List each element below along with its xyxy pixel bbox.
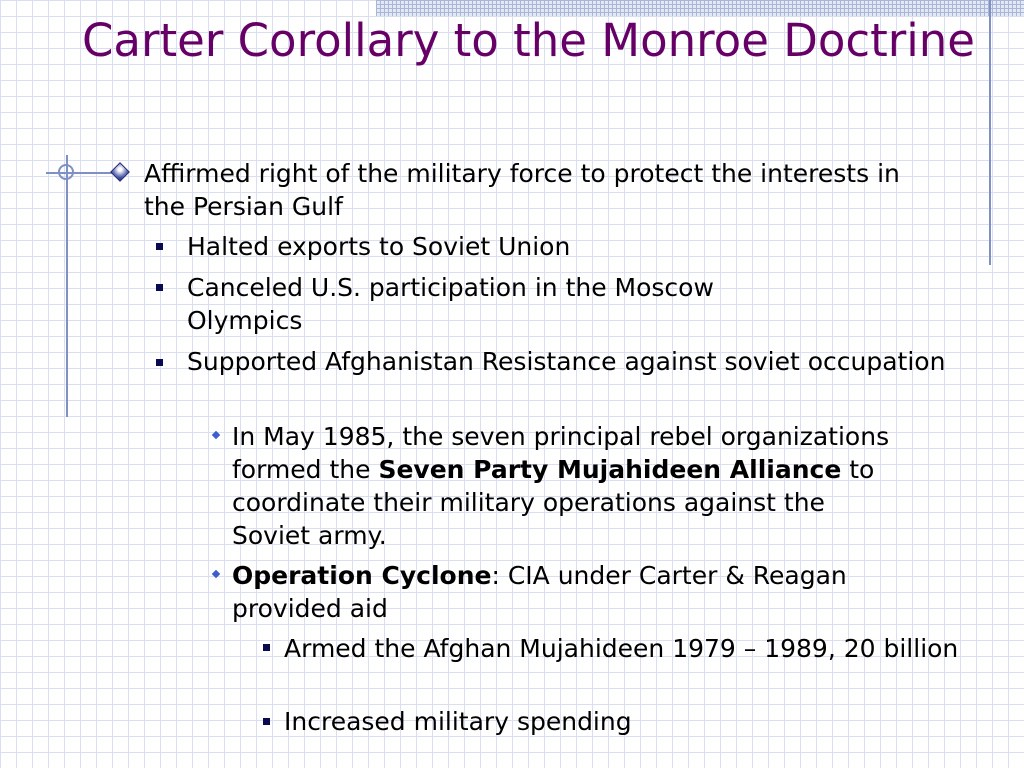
- bullet-item-2: Halted exports to Soviet Union: [187, 232, 571, 261]
- square-bullet-icon: [263, 644, 270, 651]
- bullet-item-5-text-post: to coordinate their military operations against the Soviet army.: [232, 455, 875, 550]
- bullet-item-5-bold: Seven Party Mujahideen Alliance: [378, 455, 842, 484]
- bullet-item-6-text-post: : CIA under Carter & Reagan provided aid: [232, 561, 847, 623]
- bullet-item-8: Increased military spending: [284, 707, 632, 736]
- bullet-item-6-bold: Operation Cyclone: [232, 561, 492, 590]
- bullet-item-5: [232, 420, 902, 552]
- bullet-item-7: Armed the Afghan Mujahideen 1979 – 1989, 20 billion: [284, 634, 959, 663]
- square-bullet-icon: [156, 284, 163, 291]
- diamond-bullet-icon: [110, 162, 130, 182]
- bullet-item-3: Canceled U.S. participation in the Moscow Olympics: [187, 273, 714, 335]
- bullet-item-6: [232, 559, 892, 625]
- small-diamond-bullet-icon: [212, 570, 220, 578]
- small-diamond-bullet-icon: [212, 431, 220, 439]
- slide-title: Carter Corollary to the Monroe Doctrine: [82, 14, 975, 67]
- square-bullet-icon: [263, 718, 270, 725]
- square-bullet-icon: [156, 359, 163, 366]
- bullet-item-5-text-pre: In May 1985, the seven principal rebel organizations formed the: [232, 422, 890, 484]
- square-bullet-icon: [156, 243, 163, 250]
- bullet-item-1: Affirmed right of the military force to protect the interests in the Persian Gulf: [144, 159, 900, 221]
- bullet-item-4: Supported Afghanistan Resistance against soviet occupation: [187, 347, 946, 376]
